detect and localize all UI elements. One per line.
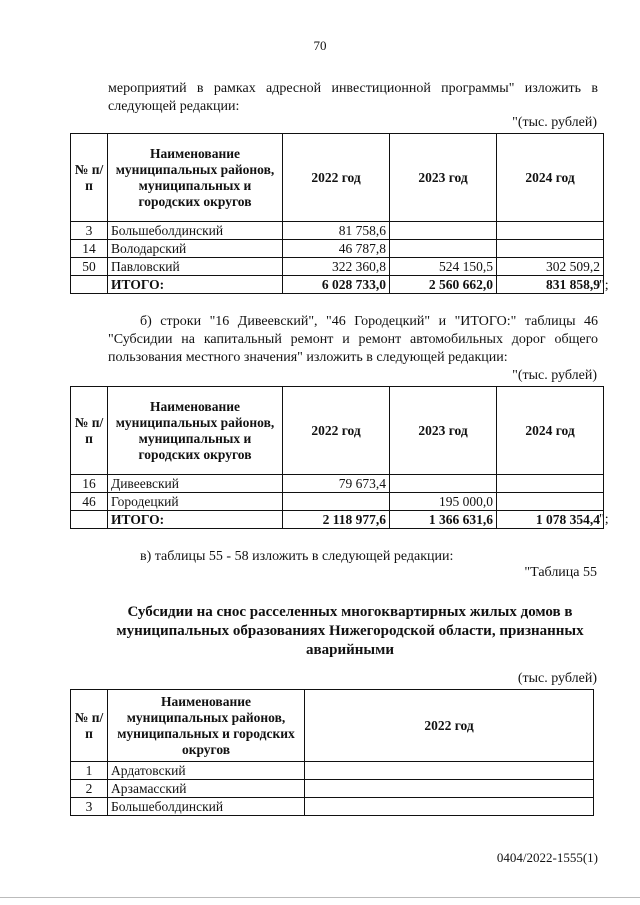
paragraph-b: б) строки "16 Дивеевский", "46 Городецкий" и "ИТОГО:" таблицы 46 "Субсидии на капитальный ремонт и ремонт автомобильных дорог общего пользования местного значения" изложить в следующей редакции: [108,314,598,365]
table-55: № п/п Наименование муниципальных районов, муниципальных и городских округов 2022 год 1 Ардатовский 2 Арзамасский 3 Большеболдинский [70,689,594,816]
table-1 [70,133,604,294]
table-row: 1 Ардатовский [71,762,594,780]
unit-label-2: "(тыс. рублей) [512,368,597,383]
page-edge-divider [0,897,640,898]
header-num: № п/п [71,134,108,222]
total-row: ИТОГО: 6 028 733,0 2 560 662,0 831 858,9 [71,276,604,294]
header-2024: 2024 год [497,134,604,222]
closing-quote-1: "; [599,278,609,293]
table-55-label: "Таблица 55 [524,565,597,580]
footer-document-code: 0404/2022-1555(1) [496,850,598,865]
unit-label-3: (тыс. рублей) [517,671,597,686]
table-55-title: Субсидии на снос расселенных многоквартирных жилых домов в муниципальных образованиях Нижегородской области, признанных аварийными [116,604,584,658]
paragraph-c: в) таблицы 55 - 58 изложить в следующей редакции: [140,549,454,564]
table-row: 16 Дивеевский 79 673,4 [71,475,604,493]
table-row: 50 Павловский 322 360,8 524 150,5 302 509,2 [71,258,604,276]
header-2022: 2022 год [283,134,390,222]
total-row: ИТОГО: 2 118 977,6 1 366 631,6 1 078 354,4 [71,511,604,529]
table-row: 3 Большеболдинский [71,798,594,816]
header-2023: 2023 год [390,134,497,222]
header-name: Наименование муниципальных районов, муниципальных и городских округов [108,134,283,222]
table-row: 2 Арзамасский [71,780,594,798]
table-row: 3 Большеболдинский 81 758,6 [71,222,604,240]
table-row: 46 Городецкий 195 000,0 [71,493,604,511]
table-row: 14 Володарский 46 787,8 [71,240,604,258]
page-number: 70 [313,38,327,53]
unit-label-1: "(тыс. рублей) [512,115,597,130]
intro-paragraph: мероприятий в рамках адресной инвестиционной программы" изложить в следующей редакции: [108,81,598,114]
closing-quote-2: "; [599,512,609,527]
table-2: № п/п Наименование муниципальных районов, муниципальных и городских округов 2022 год 2023 год 2024 год 16 Дивеевский 79 673,4 46 Городецкий 195 000,0 ИТОГО: 2 118 977,6 1 366 631,6 1 078 354,4 [70,386,604,529]
